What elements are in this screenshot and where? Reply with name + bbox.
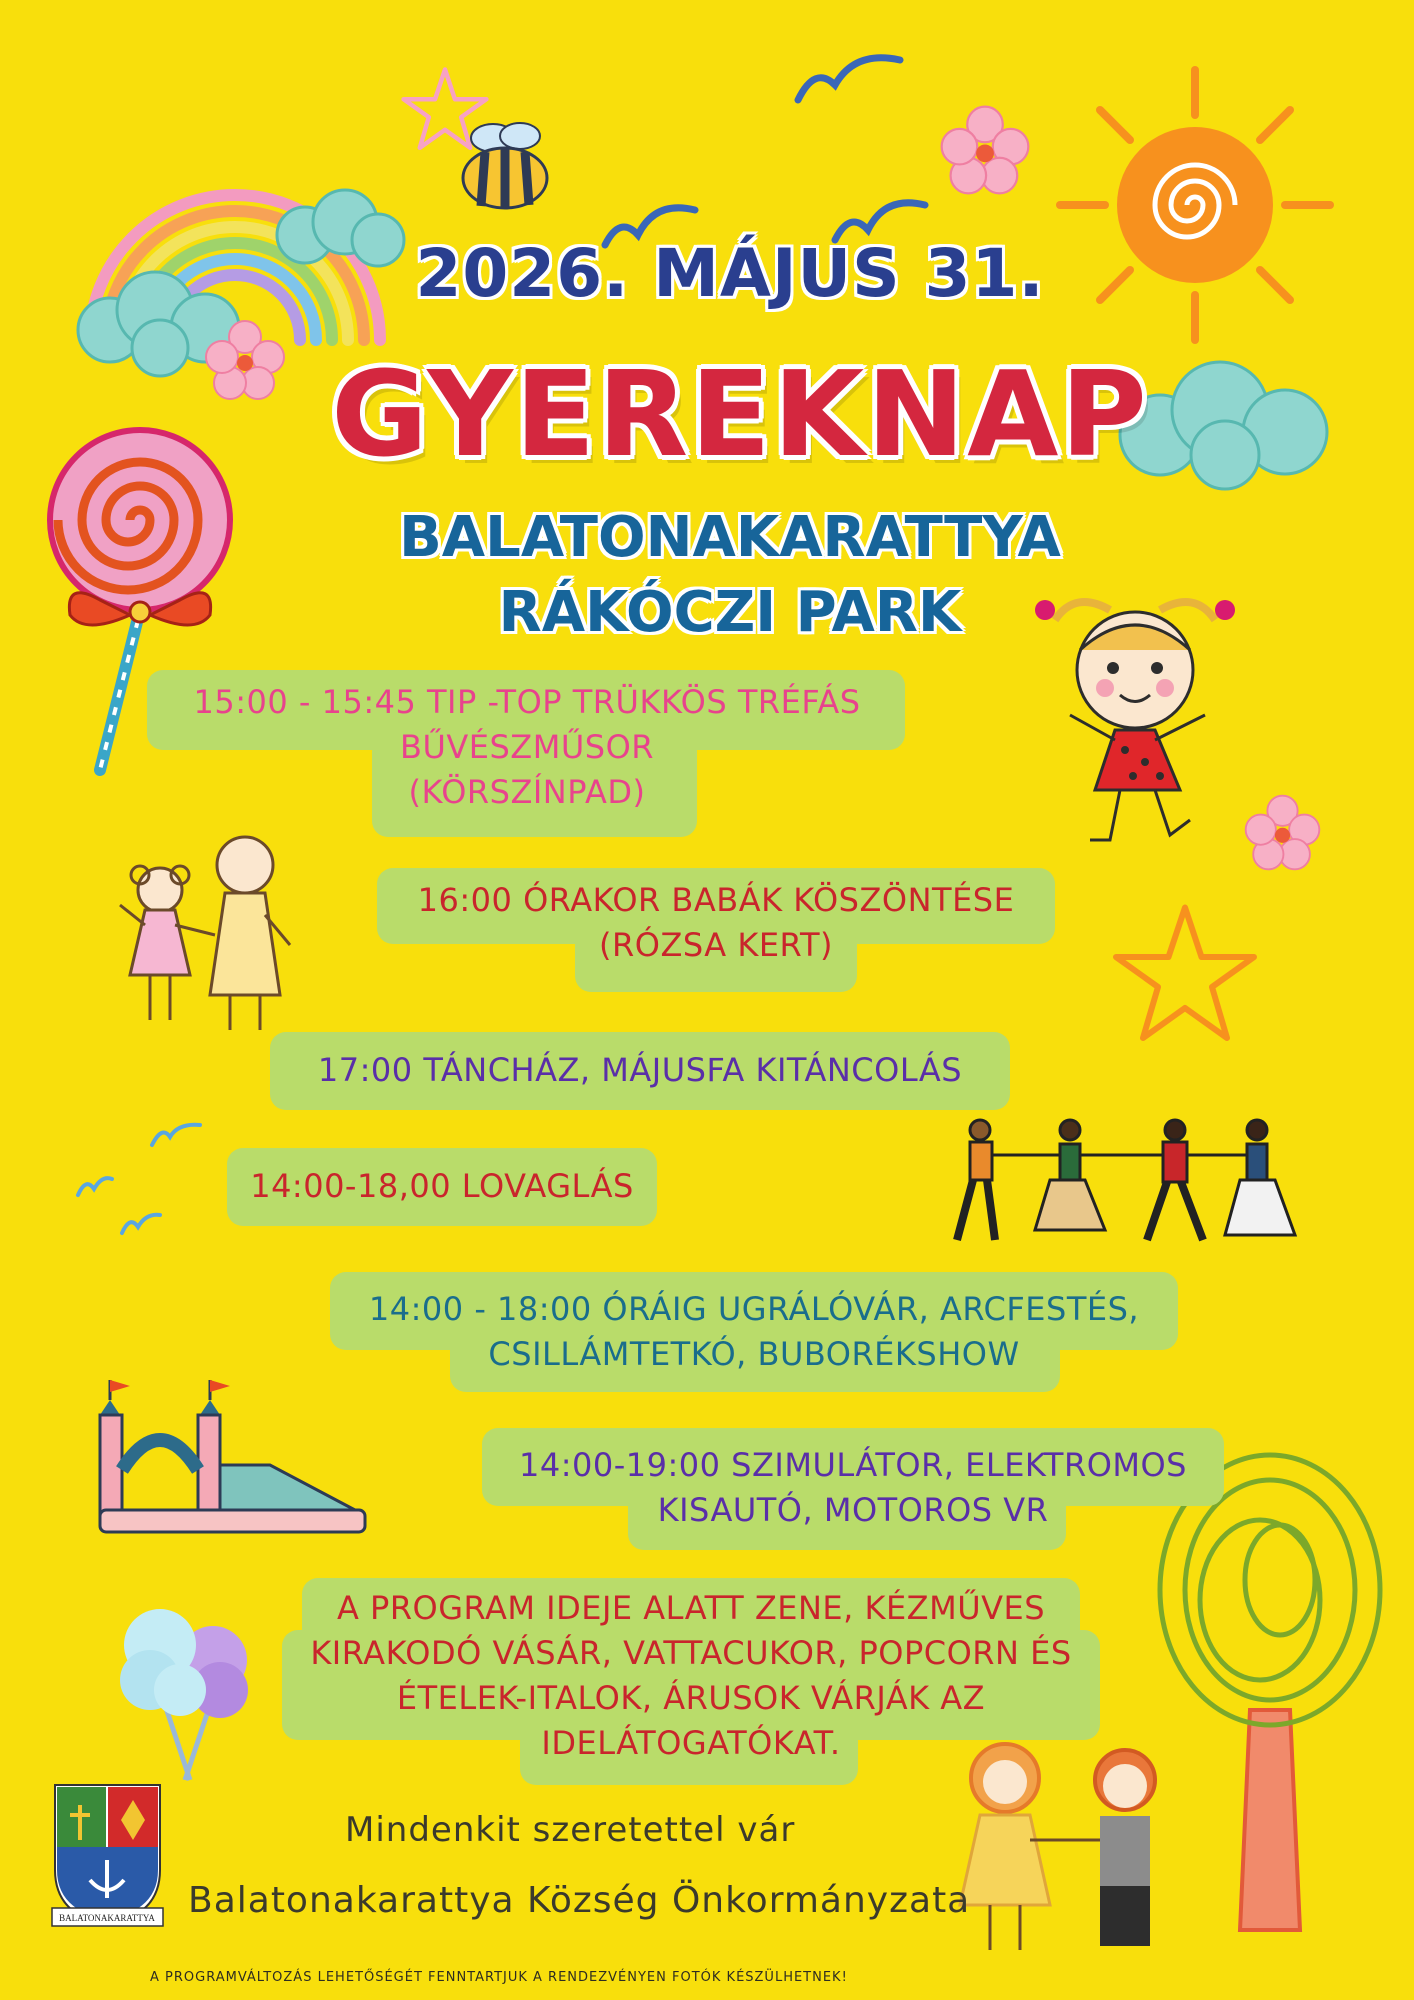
event-line: (KÖRSZÍNPAD) xyxy=(408,773,646,811)
star-icon xyxy=(1110,900,1260,1050)
sisters-icon xyxy=(115,825,305,1035)
birds-icon xyxy=(70,1115,210,1245)
event-6 xyxy=(482,1443,1224,1533)
location-line-1: BALATONAKARATTYA xyxy=(399,505,1061,570)
event-line: KISAUTÓ, MOTOROS VR xyxy=(657,1491,1049,1529)
event-line: 14:00-19:00 SZIMULÁTOR, ELEKTROMOS xyxy=(519,1446,1187,1484)
invitation-text: Mindenkit szeretettel vár xyxy=(345,1810,796,1850)
event-line: 15:00 - 15:45 TIP -TOP TRÜKKÖS TRÉFÁS xyxy=(193,683,861,721)
event-line: A PROGRAM IDEJE ALATT ZENE, KÉZMŰVES xyxy=(336,1589,1046,1627)
disclaimer-text: A PROGRAMVÁLTOZÁS LEHETŐSÉGÉT FENNTARTJUK A RENDEZVÉNYEN FOTÓK KÉSZÜLHETNEK! xyxy=(150,1970,848,1985)
flower-icon xyxy=(200,315,290,405)
crest-text: BALATONAKARATTYA xyxy=(59,1913,155,1923)
birds-icon xyxy=(790,40,910,110)
girl-icon xyxy=(1015,590,1255,850)
event-5 xyxy=(330,1287,1178,1377)
bee-icon xyxy=(445,110,565,220)
event-line: 14:00 - 18:00 ÓRÁIG UGRÁLÓVÁR, ARCFESTÉS, xyxy=(368,1290,1140,1328)
crest-icon xyxy=(50,1780,165,1930)
event-line: ÉTELEK-ITALOK, ÁRUSOK VÁRJÁK AZ xyxy=(396,1679,986,1717)
sun-icon xyxy=(1050,60,1340,350)
event-line: BŰVÉSZMŰSOR xyxy=(400,728,654,766)
event-7 xyxy=(282,1586,1100,1766)
event-line: 14:00-18,00 LOVAGLÁS xyxy=(250,1167,634,1205)
event-line: (RÓZSA KERT) xyxy=(599,926,833,964)
location-line-2: RÁKÓCZI PARK xyxy=(498,580,962,645)
event-line: IDELÁTOGATÓKAT. xyxy=(541,1724,841,1762)
event-3 xyxy=(270,1048,1010,1093)
event-4 xyxy=(227,1164,657,1209)
organizer-text: Balatonakarattya Község Önkormányzata xyxy=(188,1880,971,1921)
event-line: 16:00 ÓRAKOR BABÁK KÖSZÖNTÉSE xyxy=(417,881,1015,919)
dancers-icon xyxy=(935,1110,1315,1270)
event-line: 17:00 TÁNCHÁZ, MÁJUSFA KITÁNCOLÁS xyxy=(317,1051,963,1089)
event-line: CSILLÁMTETKÓ, BUBORÉKSHOW xyxy=(488,1335,1020,1373)
cotton-candy-icon xyxy=(105,1595,255,1785)
event-2 xyxy=(380,878,1052,968)
event-line: KIRAKODÓ VÁSÁR, VATTACUKOR, POPCORN ÉS xyxy=(310,1634,1072,1672)
event-1 xyxy=(152,680,902,815)
bouncy-castle-icon xyxy=(95,1370,375,1540)
event-date: 2026. MÁJUS 31. xyxy=(415,235,1045,312)
page-title: GYEREKNAP xyxy=(331,345,1149,483)
